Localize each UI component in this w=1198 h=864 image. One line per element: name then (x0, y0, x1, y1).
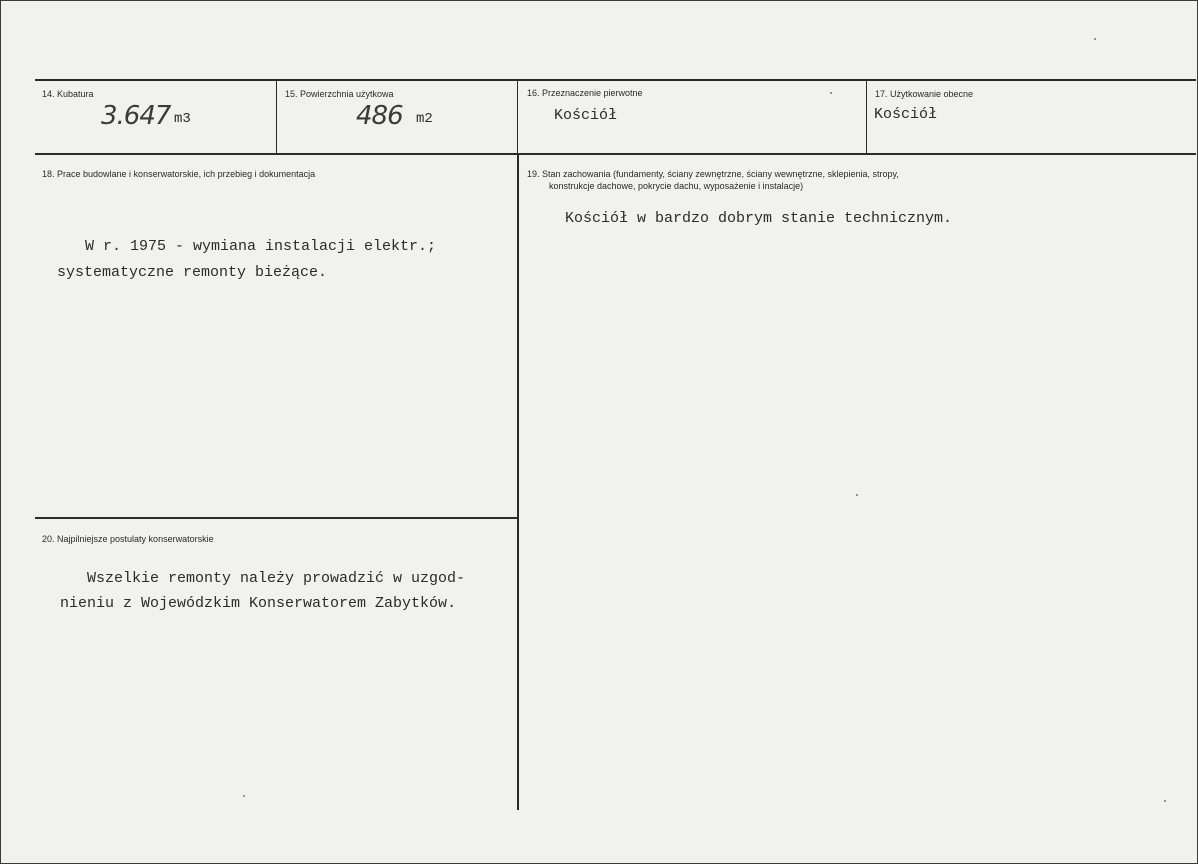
field-15-value: 486 (356, 101, 403, 131)
section-18-20-rule (35, 517, 517, 519)
field-20-line-2: nieniu z Wojewódzkim Konserwatorem Zabytków. (60, 595, 457, 612)
field-17-label: 17. Użytkowanie obecne (875, 89, 974, 99)
divider-14-15 (276, 80, 277, 154)
paper-speck (243, 795, 245, 797)
field-15-unit: m2 (416, 111, 433, 127)
paper-speck (1094, 38, 1096, 40)
divider-15-16 (517, 80, 518, 154)
field-19-value: Kościół w bardzo dobrym stanie technicznym. (565, 210, 953, 227)
field-16-value: Kościół (554, 107, 618, 124)
field-18-line-1: W r. 1975 - wymiana instalacji elektr.; (85, 238, 437, 255)
field-20-label: 20. Najpilniejsze postulaty konserwatorskie (42, 534, 214, 544)
field-19-label: 19. Stan zachowania (fundamenty, ściany zewnętrzne, ściany wewnętrzne, sklepienia, stropy, (527, 169, 899, 179)
field-14-label: 14. Kubatura (42, 89, 94, 99)
paper-speck (830, 92, 832, 94)
field-14-value: 3.647 (101, 101, 171, 131)
main-column-divider (517, 154, 519, 810)
header-row-rule (35, 153, 1196, 155)
field-18-label: 18. Prace budowlane i konserwatorskie, ich przebieg i dokumentacja (42, 169, 316, 179)
divider-16-17 (866, 80, 867, 154)
field-16-label: 16. Przeznaczenie pierwotne (527, 88, 643, 98)
field-19-label-cont: konstrukcje dachowe, pokrycie dachu, wyposażenie i instalacje) (549, 181, 804, 191)
field-17-value: Kościół (874, 106, 938, 123)
field-20-line-1: Wszelkie remonty należy prowadzić w uzgod- (87, 570, 466, 587)
field-14-unit: m3 (174, 111, 191, 127)
top-row-rule (35, 79, 1196, 81)
field-18-line-2: systematyczne remonty bieżące. (57, 264, 328, 281)
paper-speck (1164, 800, 1166, 802)
paper-speck (856, 494, 858, 496)
field-15-label: 15. Powierzchnia użytkowa (285, 89, 394, 99)
